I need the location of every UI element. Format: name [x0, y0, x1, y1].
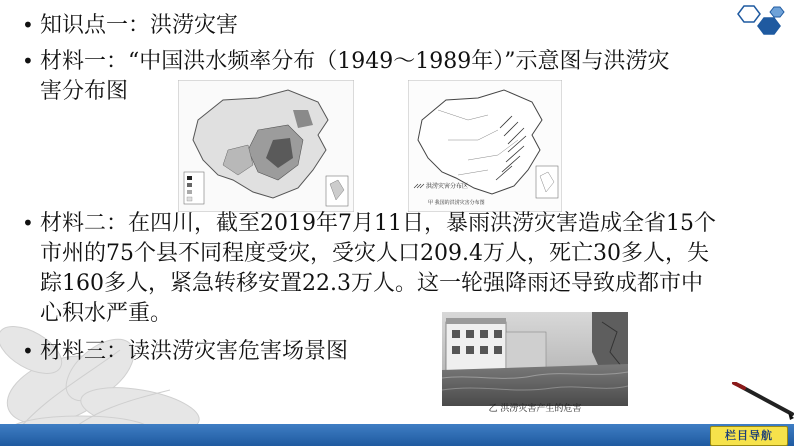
point1-heading: • 知识点一：洪涝灾害 — [22, 10, 762, 41]
section-nav-button[interactable]: 栏目导航 — [710, 426, 788, 446]
bullet-icon: • — [22, 13, 34, 37]
material3-text: • 材料三：读洪涝灾害危害场景图 — [22, 336, 442, 367]
material2-text: • 材料二：在四川，截至2019年7月11日，暴雨洪涝灾害造成全省15个 市州的75个县不同程度受灾，受灾人口209.4万人，死亡30多人，失 踪160多人，紧急转移安置22.3万人。这一轮强降雨还导致成都市中 心积水严重。 — [22, 208, 762, 329]
bullet-icon: • — [22, 339, 34, 363]
flood-disaster-distribution-map — [408, 80, 562, 212]
brush-decoration — [700, 382, 794, 422]
photo-caption: 乙 洪涝灾害产生的危害 — [488, 404, 582, 414]
flood-scene-photo — [442, 312, 628, 406]
bottom-bar — [0, 424, 794, 446]
bullet-icon: • — [22, 211, 34, 235]
map2-legend: 洪涝灾害分布区 — [426, 183, 469, 190]
map2-caption: 甲 我国的洪涝灾害分布图 — [428, 200, 485, 206]
material1-text: • 材料一：“中国洪水频率分布（1949～1989年）”示意图与洪涝灾 害分布图 — [22, 46, 752, 107]
flood-frequency-map — [178, 80, 354, 212]
bullet-icon: • — [22, 49, 34, 73]
